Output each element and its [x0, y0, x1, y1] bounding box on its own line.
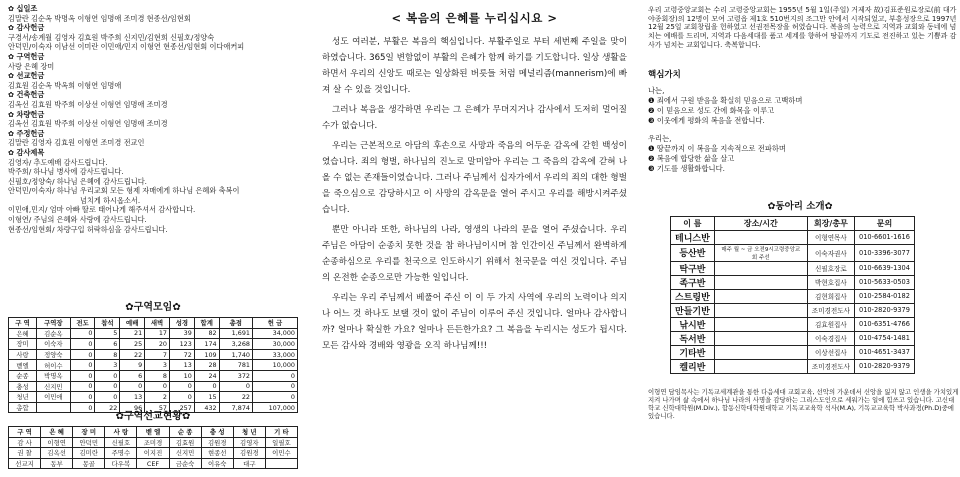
section-line: 신필호/정양숙/ 하나님 은혜에 감사드립니다. — [8, 176, 147, 186]
table-row — [9, 349, 298, 360]
table-cell: 0 — [95, 370, 120, 381]
club-place — [714, 317, 807, 331]
core-values-title: 핵심가치 — [648, 69, 681, 80]
club-place — [714, 261, 807, 275]
table-cell: 30,000 — [252, 339, 297, 350]
section-heading: ✿ 십일조 — [8, 4, 38, 13]
core-value-item: ❶ 땅끝까지 이 복음을 지속적으로 전파하며 — [648, 143, 786, 153]
section-line: 현종선/임현회/ 차량구입 허락하심을 감사드립니다. — [8, 224, 168, 234]
column-header: 회장/총무 — [807, 216, 854, 230]
column-header: 헌 금 — [252, 318, 297, 329]
core-value-item: ❷ 복음에 합당한 삶을 살고 — [648, 153, 735, 163]
offering-section — [0, 129, 310, 148]
table-cell: 107,000 — [252, 402, 297, 413]
club-contact: 010-5633-0503 — [855, 275, 915, 289]
table-cell: 이유숙 — [201, 458, 233, 469]
table-cell: 33,000 — [252, 349, 297, 360]
club-name: 만들기반 — [671, 303, 715, 317]
table-row — [9, 448, 298, 459]
club-contact: 010-4754-1481 — [855, 331, 915, 345]
club-name: 낚시반 — [671, 317, 715, 331]
club-place — [714, 303, 807, 317]
section-line: 김옥선 김효원 박주희 이상선 이형연 임명애 조미경 — [8, 119, 168, 129]
table-cell: 9 — [120, 360, 145, 371]
section-line: 김영자/ 추도예배 감사드립니다. — [8, 157, 108, 167]
club-name: 테니스반 — [671, 230, 715, 244]
table-cell: 은혜 — [9, 328, 37, 339]
table-cell: 6 — [120, 370, 145, 381]
club-contact: 010-6601-1616 — [855, 230, 915, 244]
mission-title: ✿구역선교현황✿ — [115, 411, 191, 422]
table-cell: 김영자 — [233, 437, 265, 448]
cell-group-table — [8, 317, 298, 413]
table-cell: 82 — [194, 328, 219, 339]
sermon-paragraph: 우리는 우리 주님께서 베풀어 주신 이 이 두 가지 사역에 우리의 노력이나 의지나 어느 것 하나도 보탤 것이 없이 주님이 이루어 주신 것입니다. 얼마나 감사합니까? 얼마나 확실한 가요? 얼마나 든든한가요? 그 복음을 누리시는 성도가 됩시다. 모든 감사와 경배와 영광을 오직 하나님께!!! — [322, 293, 627, 351]
table-cell: 22 — [219, 392, 252, 403]
column-header: 문의 — [855, 216, 915, 230]
table-cell: 현종선 — [201, 448, 233, 459]
table-cell: 22 — [95, 402, 120, 413]
table-cell: 39 — [169, 328, 194, 339]
table-cell: 감 사 — [9, 437, 41, 448]
club-name: 기타반 — [671, 345, 715, 359]
column-header: 이 름 — [671, 216, 715, 230]
table-cell: 15 — [194, 392, 219, 403]
table-cell: 신지민 — [37, 381, 71, 392]
table-cell: 28 — [194, 360, 219, 371]
core-value-item: ❷ 이 믿음으로 성도 간에 화목을 이루고 — [648, 105, 775, 115]
section-line: 이형연/ 주님의 은혜와 사랑에 감사드립니다. — [8, 215, 147, 225]
club-contact: 010-6351-4766 — [855, 317, 915, 331]
section-line: 김효원 김순옥 박옥희 이형연 임명애 — [8, 80, 122, 90]
club-leader: 김현희집사 — [807, 289, 854, 303]
table-cell: 17 — [145, 328, 170, 339]
table-cell: 0 — [252, 381, 297, 392]
core-a-label: 나는, — [648, 85, 665, 95]
table-cell: 안덕민 — [73, 437, 105, 448]
table-cell: 174 — [194, 339, 219, 350]
section-heading: ✿ 주정헌금 — [8, 128, 45, 138]
section-heading: ✿ 감사헌금 — [8, 23, 45, 33]
table-cell: 0 — [70, 392, 95, 403]
table-row — [671, 345, 915, 359]
table-cell: 1,691 — [219, 328, 252, 339]
table-cell: 0 — [95, 381, 120, 392]
table-cell: 432 — [194, 402, 219, 413]
club-place — [714, 345, 807, 359]
table-cell: 8 — [95, 349, 120, 360]
mission-table — [8, 426, 298, 469]
club-leader: 이형연목사 — [807, 230, 854, 244]
offering-section — [0, 71, 310, 90]
column-header: 구 역 — [9, 318, 37, 329]
table-cell: 57 — [145, 402, 170, 413]
table-header-row — [9, 318, 298, 329]
church-info-column — [640, 0, 960, 477]
club-name: 독서반 — [671, 331, 715, 345]
club-leader: 조미경전도사 — [807, 359, 854, 373]
sermon-paragraph: 뿐만 아니라 또한, 하나님의 나라, 영생의 나라의 문을 열어 주셨습니다. 우리 주님은 아담이 순종치 못한 것을 참 하나님이시며 참 인간이신 주님께서 완벽하게 순종하심으로 우리를 천국으로 인도하시기 위해서 천국문을 여신 것입니다. 주님의 온전한 순종으로만 가능한 일입니다. — [322, 225, 627, 283]
table-row — [671, 317, 915, 331]
table-row — [9, 328, 298, 339]
club-leader: 이숙자권사 — [807, 244, 854, 261]
core-b-label: 우리는, — [648, 133, 672, 143]
table-cell: 사랑 — [9, 349, 37, 360]
column-header: 청 년 — [233, 427, 265, 438]
club-leader: 김효원집사 — [807, 317, 854, 331]
section-line: 김옥선 김효원 박주희 이상선 이형연 임명애 조미경 — [8, 99, 168, 109]
table-row — [671, 244, 915, 261]
table-cell: 13 — [120, 392, 145, 403]
table-cell: 0 — [95, 392, 120, 403]
offering-sections — [0, 0, 310, 234]
table-cell: 0 — [169, 381, 194, 392]
table-cell: 이지진 — [137, 448, 169, 459]
table-cell: 21 — [120, 328, 145, 339]
sermon-column — [322, 0, 627, 477]
table-cell: 20 — [145, 339, 170, 350]
table-cell: 257 — [169, 402, 194, 413]
column-header: 전도 — [70, 318, 95, 329]
table-cell: 6 — [95, 339, 120, 350]
table-row — [671, 261, 915, 275]
table-cell: 10,000 — [252, 360, 297, 371]
section-line: 김말란 김영자 김효원 이형연 조미경 전교인 — [8, 138, 145, 148]
column-header: 순 종 — [169, 427, 201, 438]
table-cell: 0 — [120, 381, 145, 392]
table-cell: 123 — [169, 339, 194, 350]
table-cell: 0 — [70, 381, 95, 392]
table-row — [9, 370, 298, 381]
offering-section — [0, 110, 310, 129]
table-cell: 109 — [194, 349, 219, 360]
offering-section — [0, 4, 310, 23]
club-name: 스트링반 — [671, 289, 715, 303]
club-place — [714, 331, 807, 345]
club-name: 등산반 — [671, 244, 715, 261]
table-cell: 7 — [145, 349, 170, 360]
column-header: 성경 — [169, 318, 194, 329]
table-cell: 0 — [169, 392, 194, 403]
table-cell: 0 — [70, 339, 95, 350]
section-heading: ✿ 감사제목 — [8, 147, 45, 157]
club-place — [714, 230, 807, 244]
table-cell: 3,268 — [219, 339, 252, 350]
column-header: 구역장 — [37, 318, 71, 329]
table-cell: 신지민 — [169, 448, 201, 459]
table-cell: 일필호 — [265, 437, 297, 448]
section-line: 이민애,민지/ 엄마 아빠 딸로 태어나게 해주셔서 감사합니다. — [8, 205, 196, 215]
table-cell: 0 — [194, 381, 219, 392]
table-cell: 0 — [70, 328, 95, 339]
table-row — [671, 331, 915, 345]
table-row — [9, 381, 298, 392]
table-cell: 이형연 — [41, 437, 73, 448]
table-cell: 13 — [169, 360, 194, 371]
column-header: 구 역 — [9, 427, 41, 438]
table-cell: 0 — [70, 370, 95, 381]
club-place — [714, 359, 807, 373]
club-name: 족구반 — [671, 275, 715, 289]
table-row — [9, 458, 298, 469]
table-header-row — [9, 427, 298, 438]
core-value-item: ❸ 이웃에게 평화의 복음을 전합니다. — [648, 115, 765, 125]
table-cell: 7,874 — [219, 402, 252, 413]
pastor-bio: 이형연 담임목사는 기독교세계관을 통한 다음세대 교회교육, 선악의 가운데서 신앙을 잃지 않고 인생을 가치있게 지켜 나가며 삶 속에서 하나님 나라의 사명을 감당하는 그리스도인으로 세워가는 일에 힘쓰고 있습니다. 고신대학교 신학대학원(M.Div.), 합동신학대학원대학교 기독교교육학 석사(M.A), 기독교교육학 박사과정(Ph.D)중에 있습니다. — [648, 387, 959, 420]
table-cell: 2 — [145, 392, 170, 403]
club-leader: 신필호장로 — [807, 261, 854, 275]
club-contact: 010-2820-9379 — [855, 359, 915, 373]
offering-section — [0, 23, 310, 52]
club-leader: 이상선집사 — [807, 345, 854, 359]
column-header: 충 성 — [201, 427, 233, 438]
section-line: 넘치게 하시옵소서. — [80, 195, 141, 205]
cell-group-title: ✿구역모임✿ — [125, 302, 181, 313]
table-cell: 25 — [120, 339, 145, 350]
table-cell: 22 — [120, 349, 145, 360]
table-cell: 3 — [145, 360, 170, 371]
offering-section — [0, 196, 310, 234]
table-cell: 김효원 — [169, 437, 201, 448]
table-cell: CEF — [137, 458, 169, 469]
column-header: 합계 — [194, 318, 219, 329]
table-cell: 72 — [169, 349, 194, 360]
column-header: 장소/시간 — [714, 216, 807, 230]
table-cell: 이숙자 — [37, 339, 71, 350]
table-row — [9, 339, 298, 350]
section-line: 김말란 김순옥 박명옥 이형연 임명애 조미경 현종선/임현회 — [8, 13, 191, 23]
column-header: 총점 — [219, 318, 252, 329]
section-heading: ✿ 구역헌금 — [8, 51, 45, 61]
table-cell: 김순옥 — [37, 328, 71, 339]
club-place — [714, 275, 807, 289]
church-intro: 우리 고령중앙교회는 수리 고령중앙교회는 1955년 5월 1일(주일) 거제자 故)김표준원로장로(前 대가야종회장)의 12명이 모여 고령읍 제1호 510번지의 조그만 안에서 시작되었고, 부흥성장으로 1997년 12월 25일 교회창립을 헌하였고 선권전목장을 허였습니다. 복음의 능력으로 지역과 교회와 동네에 넘치는 예배를 드리며, 지역과 다음세대를 품고 세계를 향하여 땅끝까지 기도로 전진하고 있는 기쁨과 감사가 넘치는 교회입니다. 축복합니다. — [648, 6, 957, 49]
club-table — [670, 216, 915, 374]
table-cell: 동부 — [41, 458, 73, 469]
table-cell: 5 — [95, 328, 120, 339]
table-cell: 0 — [70, 402, 95, 413]
table-cell: 정양숙 — [37, 349, 71, 360]
column-header: 사 랑 — [105, 427, 137, 438]
table-cell: 권 찰 — [9, 448, 41, 459]
section-heading: ✿ 차량헌금 — [8, 109, 45, 119]
table-cell: 0 — [145, 381, 170, 392]
sermon-paragraph: 성도 여러분, 부활은 복음의 핵심입니다. 부활주일로 부터 세번째 주일을 맞이하였습니다. 365일 변함없이 부활의 은혜가 함께 하기를 기도합니다. 일상 생활을 하면서 우리의 신앙도 때로는 일상화된 버릇들 처럼 메널리즘(mannerism)에 빠져 살 수 있을 것입니다. — [322, 37, 627, 95]
table-cell: 허이수 — [37, 360, 71, 371]
column-header: 새벽 — [145, 318, 170, 329]
table-cell: 0 — [219, 381, 252, 392]
club-title: ✿동아리 소개✿ — [767, 200, 833, 212]
table-cell: 김옥선 — [41, 448, 73, 459]
table-cell: 0 — [252, 370, 297, 381]
club-leader: 조미경전도사 — [807, 303, 854, 317]
column-header: 예배 — [120, 318, 145, 329]
club-contact: 010-4651-3437 — [855, 345, 915, 359]
sermon-body — [322, 34, 627, 354]
offering-section — [0, 90, 310, 109]
column-header: 참석 — [95, 318, 120, 329]
table-cell: 0 — [70, 360, 95, 371]
section-line: 박주희/ 하나님 병사에 감사드립니다. — [8, 167, 124, 177]
table-cell: 24 — [194, 370, 219, 381]
section-line: 구경서/송계월 김영자 김효원 박주희 신지민/김현희 신필호/정양숙 — [8, 32, 215, 42]
table-row — [671, 303, 915, 317]
table-cell: 781 — [219, 360, 252, 371]
club-contact: 010-6639-1304 — [855, 261, 915, 275]
table-cell: 10 — [169, 370, 194, 381]
club-leader: 이숙경집사 — [807, 331, 854, 345]
column-header: 장 미 — [73, 427, 105, 438]
table-cell: 금순숙 — [169, 458, 201, 469]
club-contact: 010-3396-3077 — [855, 244, 915, 261]
table-cell: 8 — [145, 370, 170, 381]
club-place — [714, 289, 807, 303]
column-header: 기 타 — [265, 427, 297, 438]
table-header-row — [671, 216, 915, 230]
table-cell: 이민수 — [265, 448, 297, 459]
table-cell: 다우복 — [105, 458, 137, 469]
core-value-item: ❶ 죄에서 구원 받음을 확실히 믿음으로 고백하며 — [648, 95, 803, 105]
core-values — [640, 70, 960, 174]
table-row — [671, 359, 915, 373]
mission-table-wrap — [8, 407, 298, 469]
section-heading: ✿ 건축헌금 — [8, 90, 45, 100]
table-cell: 벧엘 — [9, 360, 37, 371]
table-cell — [265, 458, 297, 469]
table-cell: 순종 — [9, 370, 37, 381]
table-cell: 총합 — [9, 402, 37, 413]
table-cell: 청년 — [9, 392, 37, 403]
club-name: 탁구반 — [671, 261, 715, 275]
table-cell: 주명수 — [105, 448, 137, 459]
table-cell: 조미경 — [137, 437, 169, 448]
table-cell: 김원경 — [201, 437, 233, 448]
column-header: 은 혜 — [41, 427, 73, 438]
offering-section — [0, 148, 310, 196]
table-row — [671, 289, 915, 303]
core-b-list — [648, 144, 960, 174]
table-row — [9, 360, 298, 371]
table-cell: 신필호 — [105, 437, 137, 448]
table-cell: 대구 — [233, 458, 265, 469]
table-row — [671, 275, 915, 289]
sermon-paragraph: 우리는 근본적으로 아담의 후손으로 사망과 죽음의 어두운 감옥에 갇힌 백성이였습니다. 죄의 형벌, 하나님의 진노로 말미암아 우리는 그 죽음의 감옥에 갇혀 나올 수 없는 존재들이였습니다. 그러나 주님께서 십자가에서 우리의 죄의 대한 형벌을 죽으심으로 감당하시고 이 사망의 감옥문을 열어 주시고 우리를 해방시켜주셨습니다. — [322, 141, 627, 215]
table-row — [9, 392, 298, 403]
table-cell: 1,740 — [219, 349, 252, 360]
club-contact: 010-2820-9379 — [855, 303, 915, 317]
table-cell: 이민애 — [37, 392, 71, 403]
table-cell: 96 — [120, 402, 145, 413]
table-cell: 372 — [219, 370, 252, 381]
club-contact: 010-2584-0182 — [855, 289, 915, 303]
table-cell: 0 — [70, 349, 95, 360]
column-header: 벧 엘 — [137, 427, 169, 438]
core-a-list — [648, 96, 960, 126]
club-name: 켈리반 — [671, 359, 715, 373]
table-row — [671, 230, 915, 244]
table-cell: 0 — [252, 392, 297, 403]
table-cell: 34,000 — [252, 328, 297, 339]
sermon-paragraph: 그러나 복음을 생각하면 우리는 그 은혜가 무뎌지거나 감사에서 도저히 멀어질 수가 없습니다. — [322, 105, 627, 131]
table-cell: 장미 — [9, 339, 37, 350]
club-place: 매주 월 ~ 금 오전9시고령중앙교회 주선 — [714, 244, 807, 261]
cell-group-table-wrap — [8, 292, 298, 413]
table-cell: 충성 — [9, 381, 37, 392]
section-line: 안덕민/이숙자/ 하나님 우리교회 모든 형제 자매에게 하나님 은혜와 축복이 — [8, 186, 240, 196]
table-cell: 몽골 — [73, 458, 105, 469]
offering-section — [0, 52, 310, 71]
sermon-title: < 복음의 은혜를 누리십시요 > — [391, 11, 558, 25]
table-row — [9, 437, 298, 448]
offering-column — [0, 0, 310, 477]
table-cell: 김원경 — [233, 448, 265, 459]
section-heading: ✿ 선교헌금 — [8, 71, 45, 81]
table-cell: 김미란 — [73, 448, 105, 459]
club-leader: 박현호집사 — [807, 275, 854, 289]
section-line: 사랑 은혜 장미 — [8, 61, 55, 71]
core-value-item: ❸ 기도를 생활화합니다. — [648, 163, 725, 173]
table-cell: 박명옥 — [37, 370, 71, 381]
table-cell: 3 — [95, 360, 120, 371]
table-cell: 선교지 — [9, 458, 41, 469]
section-line: 안덕민/이숙자 이남선 이미란 이민애/민지 이형연 현종선/임현회 이다애커피 — [8, 42, 245, 52]
